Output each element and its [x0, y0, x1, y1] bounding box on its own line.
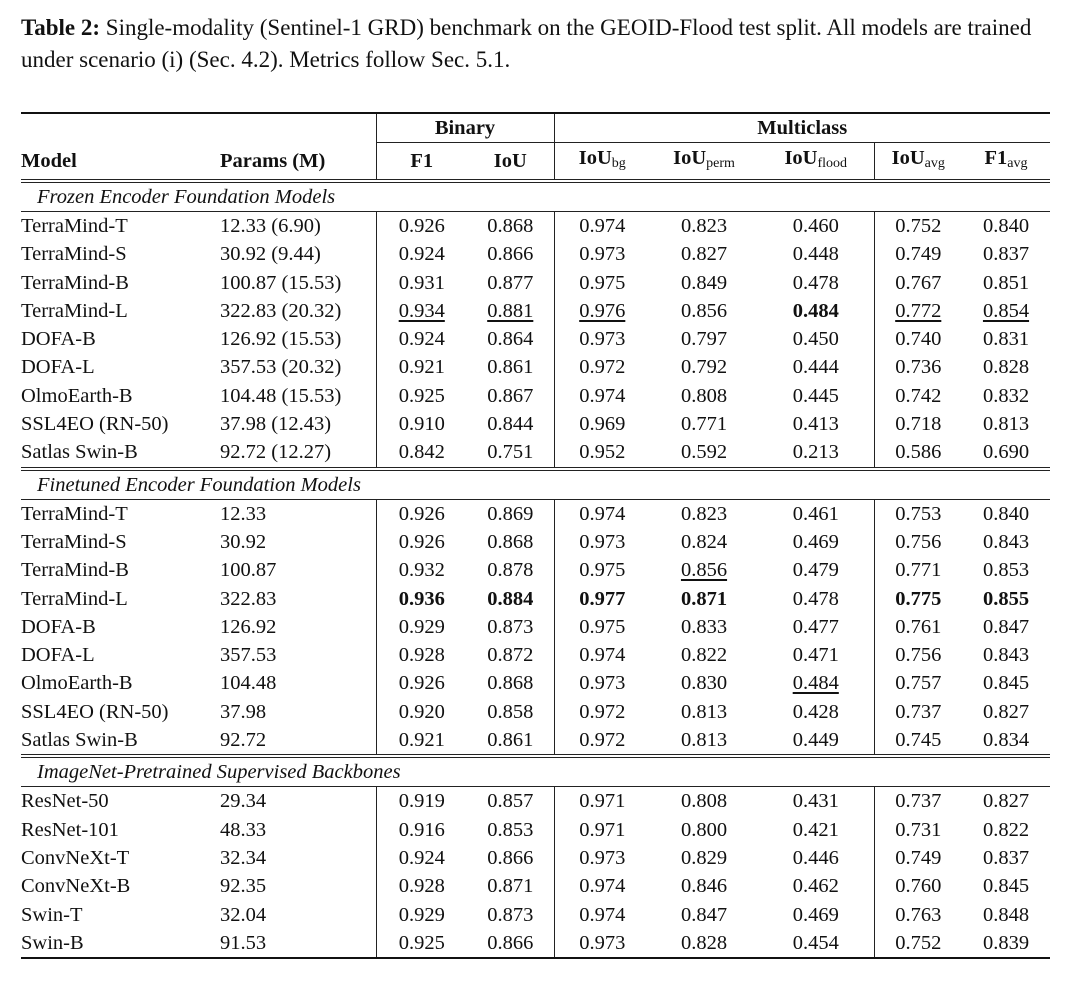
cell-value: 0.832	[982, 384, 1030, 407]
cell-model: SSL4EO (RN-50)	[21, 700, 169, 723]
cell-value: 0.213	[792, 441, 839, 464]
table-row	[21, 613, 1050, 641]
cell-value: 0.840	[982, 215, 1030, 237]
cell-value: 0.974	[554, 901, 650, 929]
cell-value: 0.431	[792, 790, 839, 813]
header-iou-bg: IoU$_{bg}$	[554, 143, 650, 182]
cell-value: 0.751	[487, 441, 534, 464]
cell-value: 0.461	[792, 502, 839, 525]
cell-value: 0.926	[376, 528, 467, 556]
cell-value: 0.823	[680, 502, 728, 525]
cell-value: 0.851	[982, 271, 1030, 294]
cell-value: 0.771	[874, 556, 962, 584]
cell-params: 30.92	[220, 530, 267, 553]
cell-value: 0.421	[792, 818, 839, 841]
table-row	[21, 844, 1050, 872]
table-row	[21, 585, 1050, 613]
cell-value: 0.839	[982, 931, 1030, 954]
cell-value: 0.971	[554, 787, 650, 816]
cell-model: OlmoEarth-B	[21, 672, 133, 695]
cell-value: 0.827	[982, 700, 1030, 723]
cell-value: 0.866	[487, 243, 534, 266]
cell-value: 0.969	[554, 410, 650, 438]
cell-value: 0.477	[792, 615, 839, 638]
cell-value: 0.450	[792, 328, 839, 351]
table-row	[21, 240, 1050, 268]
cell-model: ConvNeXt-T	[21, 846, 130, 869]
section-title: Finetuned Encoder Foundation Models	[21, 469, 1050, 500]
cell-value: 0.775	[874, 585, 962, 613]
header-multiclass: Multiclass	[554, 113, 1050, 143]
header-iou-avg: IoU$_{avg}$	[874, 143, 962, 182]
cell-value: 0.753	[874, 499, 962, 528]
cell-params: 37.98	[220, 700, 267, 723]
table-row	[21, 641, 1050, 669]
cell-value: 0.973	[554, 669, 650, 697]
section-header	[21, 756, 1050, 787]
cell-value: 0.925	[376, 929, 467, 958]
cell-value: 0.972	[554, 353, 650, 381]
cell-value: 0.861	[487, 729, 534, 752]
cell-value: 0.855	[982, 587, 1030, 610]
cell-params: 322.83 (20.32)	[220, 299, 342, 322]
cell-value: 0.813	[680, 729, 728, 752]
table-row	[21, 669, 1050, 697]
cell-value: 0.854	[982, 299, 1030, 322]
cell-value: 0.828	[680, 931, 728, 954]
cell-value: 0.868	[487, 530, 534, 553]
cell-value: 0.772	[874, 297, 962, 325]
table-row	[21, 212, 1050, 241]
cell-value: 0.973	[554, 528, 650, 556]
cell-value: 0.975	[554, 269, 650, 297]
cell-params: 357.53 (20.32)	[220, 356, 342, 379]
cell-value: 0.934	[376, 297, 467, 325]
table-caption	[21, 12, 1061, 76]
cell-value: 0.884	[487, 587, 534, 610]
cell-value: 0.586	[874, 438, 962, 468]
cell-params: 37.98 (12.43)	[220, 413, 332, 436]
cell-value: 0.849	[680, 271, 728, 294]
cell-params: 32.34	[220, 846, 267, 869]
results-table	[21, 112, 1050, 959]
cell-model: DOFA-L	[21, 356, 95, 379]
cell-value: 0.829	[680, 846, 728, 869]
cell-value: 0.449	[792, 729, 839, 752]
cell-value: 0.822	[680, 644, 728, 667]
cell-value: 0.864	[487, 328, 534, 351]
cell-value: 0.974	[554, 641, 650, 669]
table-row	[21, 410, 1050, 438]
cell-value: 0.813	[982, 413, 1030, 436]
cell-value: 0.975	[554, 556, 650, 584]
cell-value: 0.928	[376, 872, 467, 900]
cell-value: 0.952	[554, 438, 650, 468]
cell-value: 0.861	[487, 356, 534, 379]
cell-value: 0.756	[874, 641, 962, 669]
cell-value: 0.974	[554, 872, 650, 900]
section-title: Frozen Encoder Foundation Models	[21, 181, 1050, 212]
cell-value: 0.749	[874, 240, 962, 268]
table-row	[21, 698, 1050, 726]
cell-params: 357.53	[220, 644, 277, 667]
cell-value: 0.478	[792, 587, 839, 610]
cell-value: 0.928	[376, 641, 467, 669]
table-row	[21, 353, 1050, 381]
cell-value: 0.737	[874, 787, 962, 816]
cell-value: 0.767	[874, 269, 962, 297]
cell-value: 0.974	[554, 499, 650, 528]
cell-model: DOFA-L	[21, 644, 95, 667]
caption-label: Table 2:	[21, 15, 101, 40]
table-row	[21, 499, 1050, 528]
header-params: Params (M)	[220, 149, 326, 172]
cell-value: 0.479	[792, 559, 839, 582]
cell-value: 0.871	[680, 587, 728, 610]
cell-value: 0.840	[982, 502, 1030, 525]
cell-value: 0.973	[554, 325, 650, 353]
cell-value: 0.444	[792, 356, 839, 379]
cell-model: Swin-T	[21, 903, 83, 926]
cell-value: 0.847	[680, 903, 728, 926]
cell-value: 0.929	[376, 613, 467, 641]
cell-value: 0.869	[487, 502, 534, 525]
cell-model: DOFA-B	[21, 328, 96, 351]
header-iou-perm: IoU$_{perm}$	[673, 147, 735, 171]
cell-value: 0.853	[982, 559, 1030, 582]
cell-value: 0.931	[376, 269, 467, 297]
header-column-row	[21, 143, 1050, 182]
cell-value: 0.929	[376, 901, 467, 929]
cell-value: 0.763	[874, 901, 962, 929]
cell-value: 0.868	[487, 672, 534, 695]
cell-value: 0.921	[376, 353, 467, 381]
cell-params: 91.53	[220, 931, 267, 954]
cell-value: 0.831	[982, 328, 1030, 351]
table-row	[21, 382, 1050, 410]
cell-params: 104.48	[220, 672, 277, 695]
cell-value: 0.808	[680, 384, 728, 407]
cell-model: TerraMind-B	[21, 271, 129, 294]
cell-value: 0.445	[792, 384, 839, 407]
cell-value: 0.448	[792, 243, 839, 266]
cell-value: 0.834	[982, 729, 1030, 752]
cell-model: TerraMind-T	[21, 502, 128, 525]
cell-value: 0.873	[487, 615, 534, 638]
cell-value: 0.881	[487, 299, 534, 322]
cell-value: 0.828	[982, 356, 1030, 379]
cell-value: 0.771	[680, 413, 728, 436]
cell-value: 0.718	[874, 410, 962, 438]
cell-value: 0.792	[680, 356, 728, 379]
cell-value: 0.469	[792, 903, 839, 926]
cell-value: 0.469	[792, 530, 839, 553]
cell-value: 0.756	[874, 528, 962, 556]
cell-value: 0.916	[376, 816, 467, 844]
cell-value: 0.690	[982, 441, 1030, 464]
cell-params: 100.87 (15.53)	[220, 271, 342, 294]
cell-value: 0.977	[554, 585, 650, 613]
cell-model: SSL4EO (RN-50)	[21, 413, 169, 436]
cell-value: 0.471	[792, 644, 839, 667]
cell-params: 30.92 (9.44)	[220, 243, 321, 266]
cell-params: 29.34	[220, 790, 267, 813]
cell-value: 0.867	[487, 384, 534, 407]
cell-value: 0.973	[554, 929, 650, 958]
cell-params: 12.33	[220, 502, 267, 525]
cell-params: 48.33	[220, 818, 267, 841]
cell-value: 0.976	[554, 297, 650, 325]
cell-params: 92.72	[220, 729, 267, 752]
cell-value: 0.853	[487, 818, 534, 841]
cell-value: 0.926	[376, 499, 467, 528]
cell-value: 0.446	[792, 846, 839, 869]
table-row	[21, 269, 1050, 297]
cell-value: 0.858	[487, 700, 534, 723]
cell-value: 0.837	[982, 846, 1030, 869]
header-binary: Binary	[376, 113, 554, 143]
header-iou-flood: IoU$_{flood}$	[784, 147, 848, 171]
cell-value: 0.830	[680, 672, 728, 695]
cell-value: 0.878	[487, 559, 534, 582]
cell-value: 0.856	[680, 299, 728, 322]
cell-value: 0.920	[376, 698, 467, 726]
cell-value: 0.740	[874, 325, 962, 353]
cell-value: 0.975	[554, 613, 650, 641]
table-row	[21, 787, 1050, 816]
cell-params: 92.35	[220, 875, 267, 898]
cell-value: 0.846	[680, 875, 728, 898]
cell-model: TerraMind-T	[21, 215, 128, 237]
table-row	[21, 556, 1050, 584]
cell-value: 0.843	[982, 530, 1030, 553]
cell-value: 0.827	[982, 790, 1030, 813]
header-model: Model	[21, 149, 77, 172]
section-title: ImageNet-Pretrained Supervised Backbones	[21, 756, 1050, 787]
cell-value: 0.749	[874, 844, 962, 872]
cell-value: 0.761	[874, 613, 962, 641]
cell-model: Satlas Swin-B	[21, 441, 138, 464]
cell-value: 0.866	[487, 931, 534, 954]
cell-value: 0.877	[487, 271, 534, 294]
cell-model: Satlas Swin-B	[21, 729, 138, 752]
cell-params: 322.83	[220, 587, 277, 610]
cell-value: 0.972	[554, 726, 650, 756]
cell-model: TerraMind-L	[21, 587, 128, 610]
cell-value: 0.823	[680, 215, 728, 237]
table-row	[21, 297, 1050, 325]
cell-value: 0.924	[376, 240, 467, 268]
cell-value: 0.848	[982, 903, 1030, 926]
cell-value: 0.866	[487, 846, 534, 869]
cell-value: 0.736	[874, 353, 962, 381]
cell-value: 0.800	[680, 818, 728, 841]
cell-value: 0.745	[874, 726, 962, 756]
header-f1: F1	[376, 143, 467, 182]
cell-value: 0.973	[554, 844, 650, 872]
cell-value: 0.833	[680, 615, 728, 638]
cell-value: 0.757	[874, 669, 962, 697]
cell-model: TerraMind-L	[21, 299, 128, 322]
cell-model: ConvNeXt-B	[21, 875, 131, 898]
cell-value: 0.731	[874, 816, 962, 844]
cell-params: 126.92 (15.53)	[220, 328, 342, 351]
cell-value: 0.592	[680, 441, 728, 464]
cell-value: 0.737	[874, 698, 962, 726]
cell-value: 0.974	[554, 382, 650, 410]
cell-value: 0.844	[487, 413, 534, 436]
cell-value: 0.413	[792, 413, 839, 436]
cell-value: 0.910	[376, 410, 467, 438]
cell-value: 0.972	[554, 698, 650, 726]
cell-value: 0.484	[792, 672, 839, 695]
cell-params: 126.92	[220, 615, 277, 638]
cell-value: 0.871	[487, 875, 534, 898]
cell-value: 0.824	[680, 530, 728, 553]
header-group-row	[21, 113, 1050, 143]
header-iou: IoU	[493, 150, 527, 172]
cell-value: 0.454	[792, 931, 839, 954]
cell-value: 0.924	[376, 844, 467, 872]
section-header	[21, 469, 1050, 500]
results-table-wrapper	[21, 112, 1050, 959]
cell-model: TerraMind-B	[21, 559, 129, 582]
table-row	[21, 816, 1050, 844]
table-row	[21, 325, 1050, 353]
cell-value: 0.752	[874, 212, 962, 241]
cell-model: TerraMind-S	[21, 243, 127, 266]
cell-value: 0.857	[487, 790, 534, 813]
cell-value: 0.971	[554, 816, 650, 844]
section-header	[21, 181, 1050, 212]
cell-value: 0.932	[376, 556, 467, 584]
cell-value: 0.428	[792, 700, 839, 723]
cell-value: 0.921	[376, 726, 467, 756]
cell-model: OlmoEarth-B	[21, 384, 133, 407]
cell-value: 0.742	[874, 382, 962, 410]
cell-value: 0.924	[376, 325, 467, 353]
table-row	[21, 929, 1050, 958]
cell-value: 0.752	[874, 929, 962, 958]
cell-model: ResNet-50	[21, 790, 109, 813]
cell-params: 32.04	[220, 903, 267, 926]
cell-value: 0.925	[376, 382, 467, 410]
table-row	[21, 528, 1050, 556]
cell-value: 0.919	[376, 787, 467, 816]
cell-model: Swin-B	[21, 931, 84, 954]
cell-value: 0.843	[982, 644, 1030, 667]
cell-value: 0.926	[376, 212, 467, 241]
cell-value: 0.973	[554, 240, 650, 268]
cell-value: 0.926	[376, 669, 467, 697]
cell-value: 0.462	[792, 875, 839, 898]
cell-params: 100.87	[220, 559, 277, 582]
cell-value: 0.845	[982, 672, 1030, 695]
cell-value: 0.872	[487, 644, 534, 667]
cell-value: 0.822	[982, 818, 1030, 841]
cell-value: 0.837	[982, 243, 1030, 266]
table-row	[21, 438, 1050, 468]
table-row	[21, 901, 1050, 929]
caption-text: Single-modality (Sentinel-1 GRD) benchmark on the GEOID-Flood test split. All models are trained under scenario (i) (Sec. 4.2). Metrics follow Sec. 5.1.	[21, 15, 1032, 72]
cell-model: TerraMind-S	[21, 530, 127, 553]
cell-value: 0.847	[982, 615, 1030, 638]
cell-params: 92.72 (12.27)	[220, 441, 332, 464]
cell-value: 0.842	[376, 438, 467, 468]
cell-value: 0.484	[792, 299, 839, 322]
cell-value: 0.797	[680, 328, 728, 351]
table-row	[21, 726, 1050, 756]
cell-value: 0.856	[680, 559, 728, 582]
cell-params: 104.48 (15.53)	[220, 384, 342, 407]
cell-value: 0.936	[376, 585, 467, 613]
cell-model: DOFA-B	[21, 615, 96, 638]
cell-value: 0.460	[792, 215, 839, 237]
cell-value: 0.478	[792, 271, 839, 294]
cell-model: ResNet-101	[21, 818, 119, 841]
cell-params: 12.33 (6.90)	[220, 215, 321, 237]
cell-value: 0.873	[487, 903, 534, 926]
table-body	[21, 181, 1050, 958]
cell-value: 0.808	[680, 790, 728, 813]
header-f1-avg: $F1_{avg}$	[984, 147, 1028, 171]
cell-value: 0.845	[982, 875, 1030, 898]
cell-value: 0.813	[680, 700, 728, 723]
table-row	[21, 872, 1050, 900]
cell-value: 0.868	[487, 215, 534, 237]
cell-value: 0.827	[680, 243, 728, 266]
cell-value: 0.974	[554, 212, 650, 241]
cell-value: 0.760	[874, 872, 962, 900]
